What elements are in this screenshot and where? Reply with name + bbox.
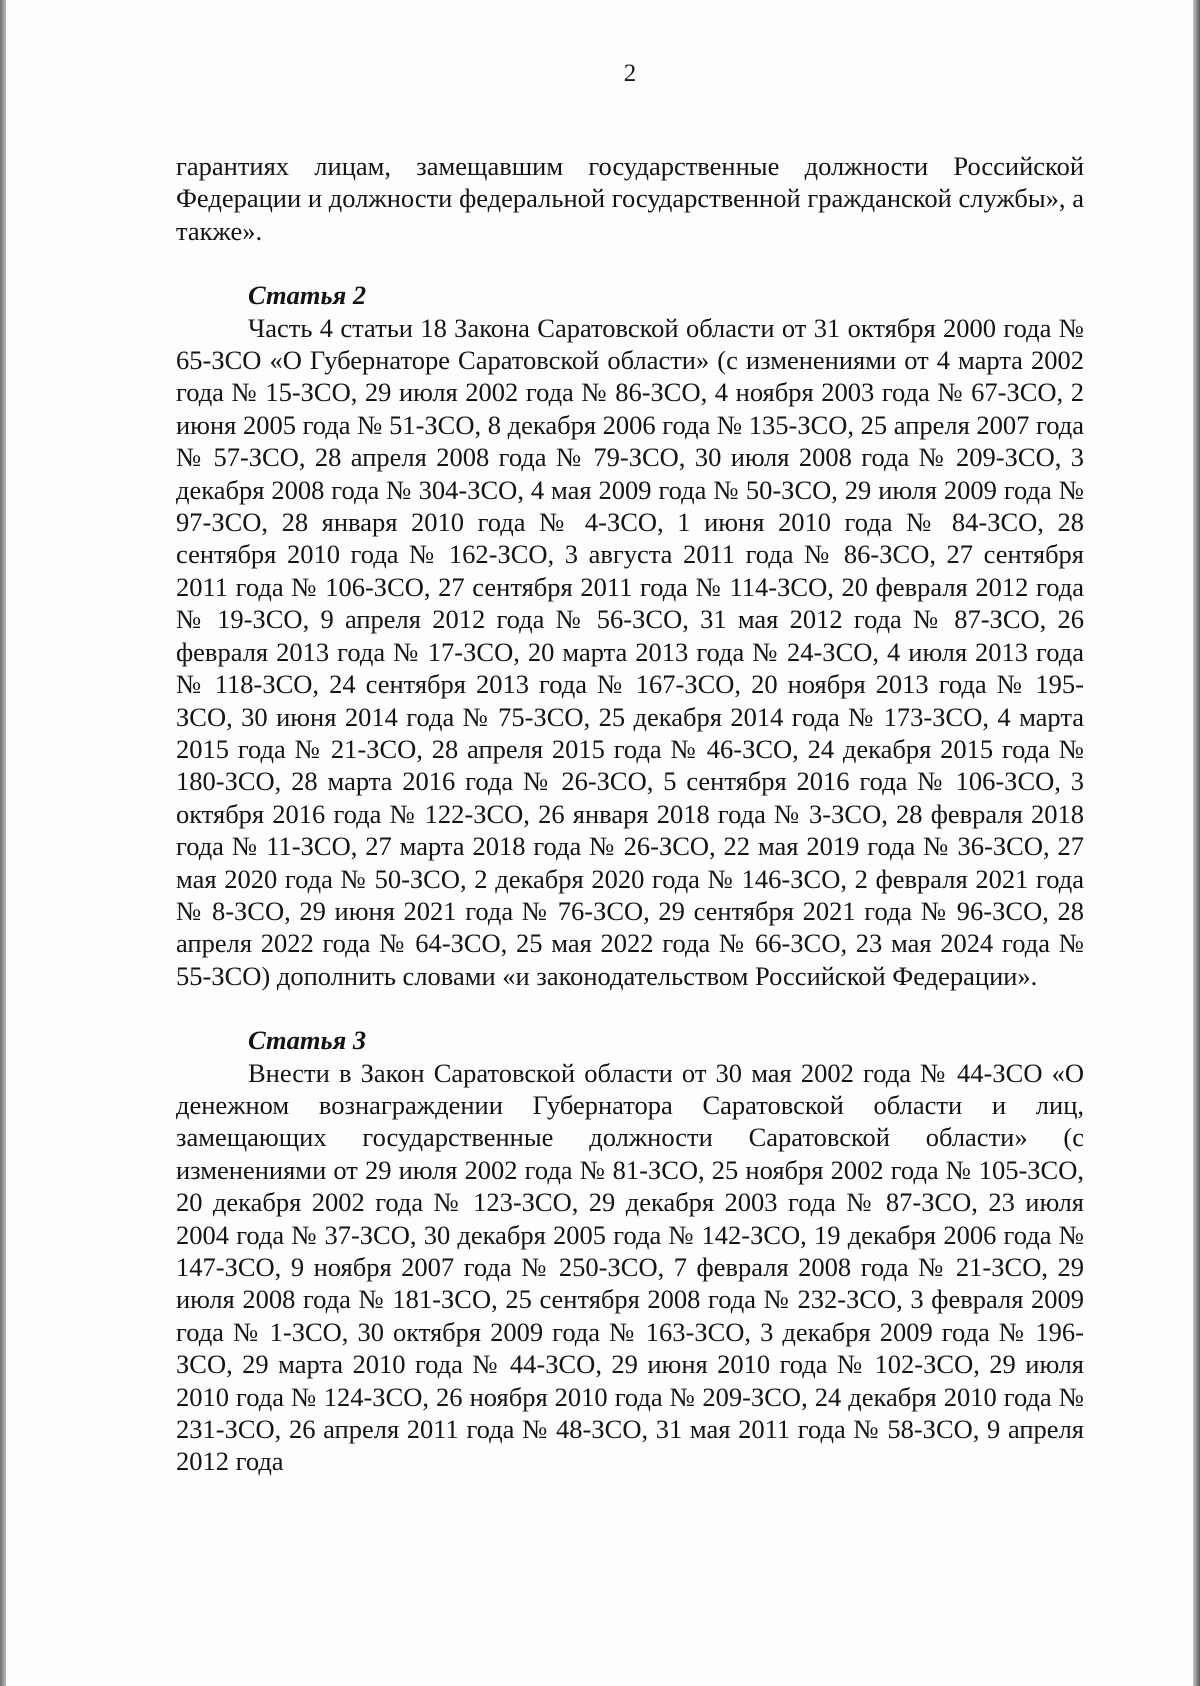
spacer	[176, 992, 1084, 1024]
article-2-text: Часть 4 статьи 18 Закона Саратовской области от 31 октября 2000 года № 65-ЗСО «О Губернаторе Саратовской области» (с изменениями от 4 марта 2002 года № 15-ЗСО, 29 июля 2002 года № 86-ЗСО, 4 ноября 2003 года № 67-ЗСО, 2 июня 2005 года № 51-ЗСО, 8 декабря 2006 года № 135-ЗСО, 25 апреля 2007 года № 57-ЗСО, 28 апреля 2008 года № 79-ЗСО, 30 июля 2008 года № 209-ЗСО, 3 декабря 2008 года № 304-ЗСО, 4 мая 2009 года № 50-ЗСО, 29 июля 2009 года № 97-ЗСО, 28 января 2010 года № 4-ЗСО, 1 июня 2010 года № 84-ЗСО, 28 сентября 2010 года № 162-ЗСО, 3 августа 2011 года № 86-ЗСО, 27 сентября 2011 года № 106-ЗСО, 27 сентября 2011 года № 114-ЗСО, 20 февраля 2012 года № 19-ЗСО, 9 апреля 2012 года № 56-ЗСО, 31 мая 2012 года № 87-ЗСО, 26 февраля 2013 года № 17-ЗСО, 20 марта 2013 года № 24-ЗСО, 4 июля 2013 года № 118-ЗСО, 24 сентября 2013 года № 167-ЗСО, 20 ноября 2013 года № 195-ЗСО, 30 июня 2014 года № 75-ЗСО, 25 декабря 2014 года № 173-ЗСО, 4 марта 2015 года № 21-ЗСО, 28 апреля 2015 года № 46-ЗСО, 24 декабря 2015 года № 180-ЗСО, 28 марта 2016 года № 26-ЗСО, 5 сентября 2016 года № 106-ЗСО, 3 октября 2016 года № 122-ЗСО, 26 января 2018 года № 3-ЗСО, 28 февраля 2018 года № 11-ЗСО, 27 марта 2018 года № 26-ЗСО, 22 мая 2019 года № 36-ЗСО, 27 мая 2020 года № 50-ЗСО, 2 декабря 2020 года № 146-ЗСО, 2 февраля 2021 года № 8-ЗСО, 29 июня 2021 года № 76-ЗСО, 29 сентября 2021 года № 96-ЗСО, 28 апреля 2022 года № 64-ЗСО, 25 мая 2022 года № 66-ЗСО, 23 мая 2024 года № 55-ЗСО) дополнить словами «и законодательством Российской Федерации».	[176, 312, 1084, 991]
scan-edge-right	[1193, 0, 1200, 1686]
article-3-heading: Статья 3	[248, 1025, 367, 1056]
scan-edge-left	[0, 0, 6, 1686]
article-2-heading: Статья 2	[248, 280, 367, 311]
intro-paragraph: гарантиях лицам, замещавшим государственные должности Российской Федерации и должности федеральной государственной гражданской службы», а также».	[176, 151, 1084, 246]
page-number: 2	[623, 60, 637, 87]
spacer	[176, 247, 1084, 279]
article-3	[176, 1024, 1084, 1478]
article-3-text: Внести в Закон Саратовской области от 30 мая 2002 года № 44-ЗСО «О денежном вознаграждении Губернатора Саратовской области и лиц, замещающих государственные должности Саратовской области» (с изменениями от 29 июля 2002 года № 81-ЗСО, 25 ноября 2002 года № 105-ЗСО, 20 декабря 2002 года № 123-ЗСО, 29 декабря 2003 года № 87-ЗСО, 23 июля 2004 года № 37-ЗСО, 30 декабря 2005 года № 142-ЗСО, 19 декабря 2006 года № 147-ЗСО, 9 ноября 2007 года № 250-ЗСО, 7 февраля 2008 года № 21-ЗСО, 29 июля 2008 года № 181-ЗСО, 25 сентября 2008 года № 232-ЗСО, 3 февраля 2009 года № 1-ЗСО, 30 октября 2009 года № 163-ЗСО, 3 декабря 2009 года № 196-ЗСО, 29 марта 2010 года № 44-ЗСО, 29 июня 2010 года № 102-ЗСО, 29 июля 2010 года № 124-ЗСО, 26 ноября 2010 года № 209-ЗСО, 24 декабря 2010 года № 231-ЗСО, 26 апреля 2011 года № 48-ЗСО, 31 мая 2011 года № 58-ЗСО, 9 апреля 2012 года	[176, 1057, 1084, 1477]
document-body	[176, 150, 1084, 1478]
article-2	[176, 279, 1084, 992]
